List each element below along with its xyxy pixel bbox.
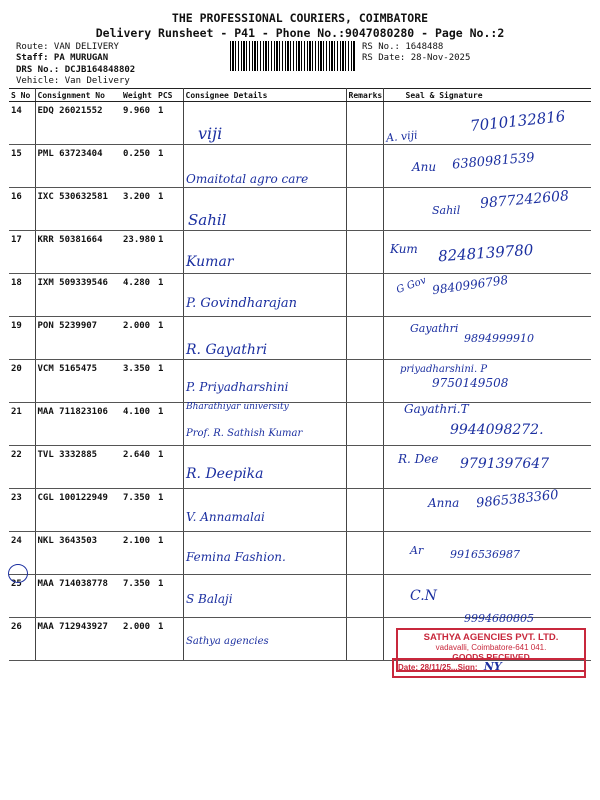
route-label: Route: VAN DELIVERY [16, 42, 119, 52]
pcs-cell: 1 [156, 317, 183, 360]
pcs-cell: 1 [156, 446, 183, 489]
handwritten-consignee: V. Annamalai [186, 510, 265, 524]
handwritten-consignee: Prof. R. Sathish Kumar [186, 428, 303, 439]
sno-cell: 21 [9, 403, 35, 446]
col-seal-header: Seal & Signature [383, 89, 591, 102]
staff-label: Staff: PA MURUGAN [16, 53, 109, 63]
stamp-date-label: Date: 28/11/25...Sign: [398, 663, 478, 672]
pcs-cell: 1 [156, 489, 183, 532]
handwritten-signature: Anna [428, 496, 460, 510]
drs-number: DRS No.: DCJB164848802 [16, 65, 136, 75]
consignment-cell: KRR 50381664 [35, 231, 121, 274]
stamp-initials: NY [483, 660, 502, 673]
handwritten-phone: 9916536987 [450, 548, 520, 561]
remarks-cell [346, 489, 383, 532]
weight-cell: 2.640 [121, 446, 156, 489]
consignment-cell: MAA 711823106 [35, 403, 121, 446]
col-remarks-header: Remarks [346, 89, 383, 102]
consignment-cell: MAA 714038778 [35, 575, 121, 618]
handwritten-signature: G Gov [395, 275, 428, 296]
stamp-address: vadavalli, Coimbatore-641 041. [435, 643, 547, 652]
weight-cell: 4.280 [121, 274, 156, 317]
weight-cell: 9.960 [121, 102, 156, 145]
rs-number: RS No.: 1648488 [362, 42, 444, 52]
col-sno-header: S No [9, 89, 35, 102]
sno-cell: 16 [9, 188, 35, 231]
sno-cell: 15 [9, 145, 35, 188]
pcs-cell: 1 [156, 231, 183, 274]
handwritten-phone: 9994680805 [464, 612, 534, 625]
handwritten-consignee: Bharathiyar university [186, 402, 289, 412]
handwritten-signature: Gayathri.T [404, 402, 469, 416]
remarks-cell [346, 446, 383, 489]
sno-cell: 19 [9, 317, 35, 360]
vehicle-label: Vehicle: Van Delivery [16, 76, 130, 86]
remarks-cell [346, 532, 383, 575]
handwritten-signature: Gayathri [410, 322, 459, 335]
handwritten-consignee: P. Govindharajan [186, 296, 298, 311]
col-weight-header: Weight [121, 89, 156, 102]
rs-date: RS Date: 28-Nov-2025 [362, 53, 471, 63]
sno-cell: 14 [9, 102, 35, 145]
consignment-cell: TVL 3332885 [35, 446, 121, 489]
handwritten-phone: 6380981539 [451, 150, 536, 173]
barcode-image [230, 41, 356, 71]
handwritten-signature: A. viji [385, 128, 419, 145]
handwritten-phone: 9894999910 [464, 332, 534, 345]
weight-cell: 2.100 [121, 532, 156, 575]
handwritten-consignee: Sahil [188, 211, 227, 229]
handwritten-consignee: Femina Fashion. [186, 550, 286, 564]
remarks-cell [346, 274, 383, 317]
weight-cell: 23.980 [121, 231, 156, 274]
handwritten-signature: R. Dee [398, 452, 439, 466]
handwritten-signature: Ar [410, 544, 424, 557]
stamp-company-name: SATHYA AGENCIES PVT. LTD. [423, 632, 559, 643]
sno-cell: 26 [9, 618, 35, 661]
weight-cell: 0.250 [121, 145, 156, 188]
sno-cell: 20 [9, 360, 35, 403]
stamp-note: GOODS RECEIVED [452, 652, 530, 662]
weight-cell: 4.100 [121, 403, 156, 446]
pcs-cell: 1 [156, 532, 183, 575]
sno-cell: 24 [9, 532, 35, 575]
handwritten-consignee: Kumar [186, 254, 234, 270]
consignment-cell: EDQ 26021552 [35, 102, 121, 145]
runsheet-title: THE PROFESSIONAL COURIERS, COIMBATORE [171, 11, 429, 25]
remarks-cell [346, 231, 383, 274]
weight-cell: 3.350 [121, 360, 156, 403]
stamp-date-box [392, 658, 586, 678]
handwritten-consignee: R. Deepika [186, 466, 264, 482]
handwritten-consignee: viji [198, 124, 223, 143]
pcs-cell: 1 [156, 618, 183, 661]
handwritten-phone: 9750149508 [432, 376, 509, 390]
sno-cell: 23 [9, 489, 35, 532]
remarks-cell [346, 102, 383, 145]
remarks-cell [346, 360, 383, 403]
consignment-cell: MAA 712943927 [35, 618, 121, 661]
consignment-cell: IXC 530632581 [35, 188, 121, 231]
runsheet-subtitle: Delivery Runsheet - P41 - Phone No.:9047080280 - Page No.:2 [95, 26, 505, 40]
handwritten-signature: priyadharshini. P [400, 364, 488, 375]
consignment-cell: VCM 5165475 [35, 360, 121, 403]
consignment-cell: NKL 3643503 [35, 532, 121, 575]
weight-cell: 3.200 [121, 188, 156, 231]
sno-cell: 22 [9, 446, 35, 489]
sno-cell: 25 [9, 575, 35, 618]
pcs-cell: 1 [156, 188, 183, 231]
weight-cell: 2.000 [121, 317, 156, 360]
handwritten-phone: 7010132816 [469, 107, 567, 135]
handwritten-phone: 8248139780 [437, 240, 534, 266]
col-consignee-header: Consignee Details [183, 89, 346, 102]
handwritten-signature: Sahil [432, 204, 461, 217]
pcs-cell: 1 [156, 360, 183, 403]
handwritten-phone: 9865383360 [475, 487, 560, 512]
consignment-cell: PML 63723404 [35, 145, 121, 188]
handwritten-signature: Kum [390, 242, 418, 256]
weight-cell: 7.350 [121, 489, 156, 532]
pcs-cell: 1 [156, 274, 183, 317]
remarks-cell [346, 317, 383, 360]
handwritten-phone: 9944098272. [450, 422, 544, 438]
remarks-cell [346, 618, 383, 661]
handwritten-consignee: P. Priyadharshini [186, 380, 289, 394]
handwritten-signature: Anu [412, 160, 437, 174]
handwritten-consignee: R. Gayathri [186, 342, 268, 358]
pcs-cell: 1 [156, 145, 183, 188]
sno-cell: 18 [9, 274, 35, 317]
remarks-cell [346, 403, 383, 446]
remarks-cell [346, 188, 383, 231]
remarks-cell [346, 575, 383, 618]
handwritten-consignee: Omaitotal agro care [186, 172, 309, 186]
pcs-cell: 1 [156, 575, 183, 618]
sno-cell: 17 [9, 231, 35, 274]
handwritten-phone: 9840996798 [431, 272, 509, 298]
handwritten-consignee: Sathya agencies [186, 636, 269, 647]
handwritten-signature: C.N [410, 588, 437, 604]
consignment-cell: IXM 509339546 [35, 274, 121, 317]
handwritten-phone: 9877242608 [479, 188, 570, 212]
circled-number-mark [8, 564, 28, 583]
col-pcs-header: PCS [156, 89, 183, 102]
weight-cell: 2.000 [121, 618, 156, 661]
consignment-cell: CGL 100122949 [35, 489, 121, 532]
pcs-cell: 1 [156, 102, 183, 145]
weight-cell: 7.350 [121, 575, 156, 618]
handwritten-consignee: S Balaji [186, 592, 233, 606]
handwritten-phone: 9791397647 [460, 456, 550, 472]
table-header-row [9, 89, 591, 102]
consignment-cell: PON 5239907 [35, 317, 121, 360]
pcs-cell: 1 [156, 403, 183, 446]
col-consignment-header: Consignment No [35, 89, 121, 102]
remarks-cell [346, 145, 383, 188]
